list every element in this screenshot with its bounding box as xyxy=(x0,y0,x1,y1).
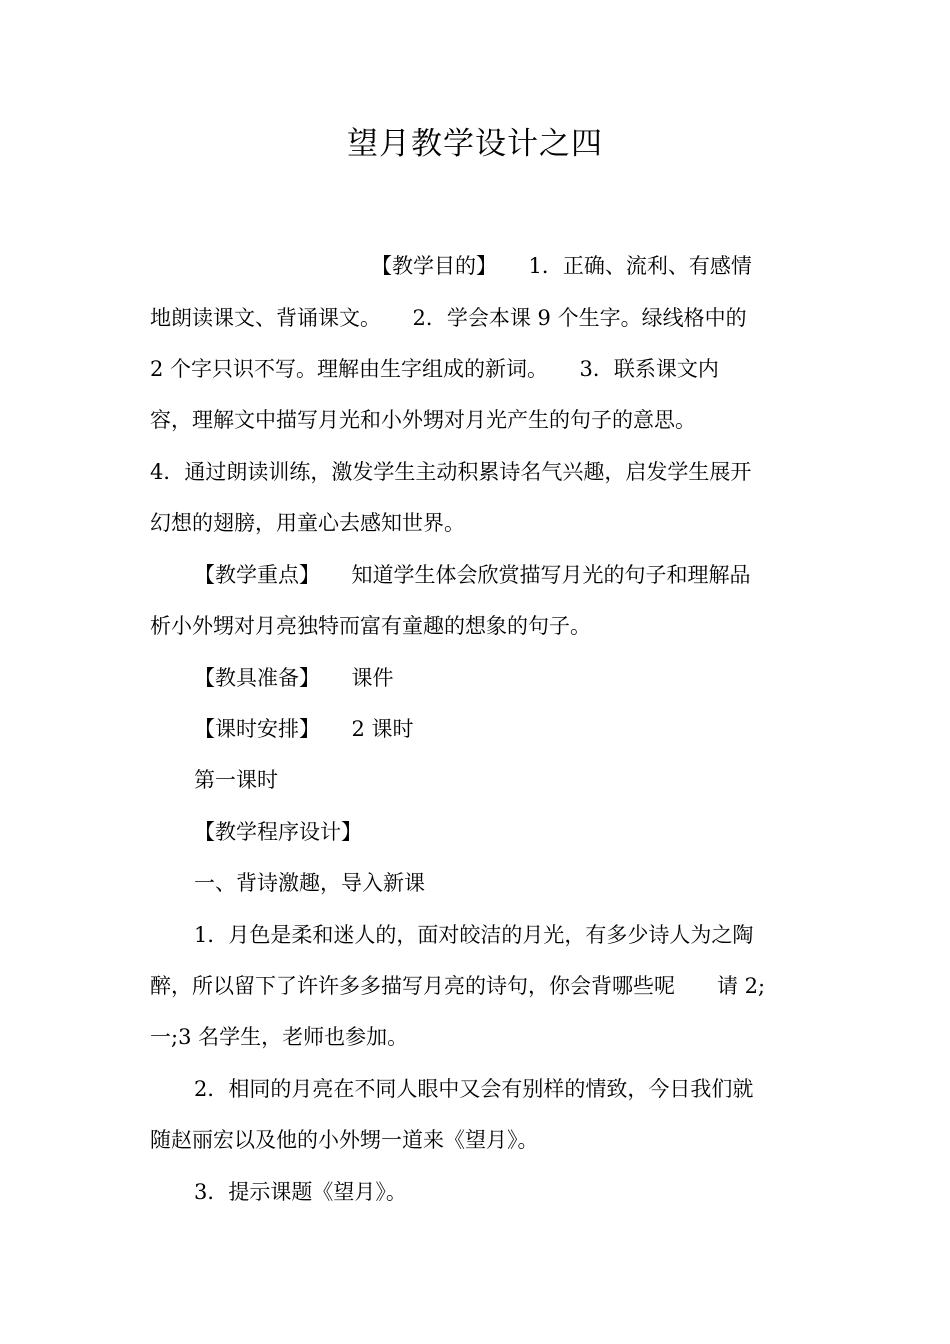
text-line: 地朗读课文、背诵课文。 2．学会本课 9 个生字。绿线格中的 xyxy=(150,306,747,330)
text-line: 【教学目的】 1．正确、流利、有感情 xyxy=(371,254,752,278)
text-line: 一;3 名学生，老师也参加。 xyxy=(150,1025,409,1049)
text-line: 4．通过朗读训练，激发学生主动积累诗名气兴趣，启发学生展开 xyxy=(150,460,752,484)
text-line: 2 个字只识不写。理解由生字组成的新词。 3．联系课文内 xyxy=(150,357,719,381)
text-line: 幻想的翅膀，用童心去感知世界。 xyxy=(150,511,465,535)
text-line: 2．相同的月亮在不同人眼中又会有别样的情致，今日我们就 xyxy=(194,1077,754,1101)
section-heading: 【教学程序设计】 xyxy=(194,820,362,844)
text-line: 醉，所以留下了许许多多描写月亮的诗句，你会背哪些呢 请 2; xyxy=(150,974,766,998)
text-line: 【教学重点】 知道学生体会欣赏描写月光的句子和理解品 xyxy=(194,563,751,587)
text-line: 3．提示课题《望月》。 xyxy=(194,1180,407,1204)
text-line: 容，理解文中描写月光和小外甥对月光产生的句子的意思。 xyxy=(150,408,696,432)
section-heading: 一、背诗激趣，导入新课 xyxy=(194,871,425,895)
text-line: 析小外甥对月亮独特而富有童趣的想象的句子。 xyxy=(150,614,591,638)
text-line: 1．月色是柔和迷人的，面对皎洁的月光，有多少诗人为之陶 xyxy=(194,923,754,947)
text-line: 【课时安排】 2 课时 xyxy=(194,717,414,741)
text-line: 随赵丽宏以及他的小外甥一道来《望月》。 xyxy=(150,1128,539,1152)
document-title: 望月教学设计之四 xyxy=(347,126,603,162)
text-line: 【教具准备】 课件 xyxy=(194,666,394,690)
section-heading: 第一课时 xyxy=(194,768,278,792)
